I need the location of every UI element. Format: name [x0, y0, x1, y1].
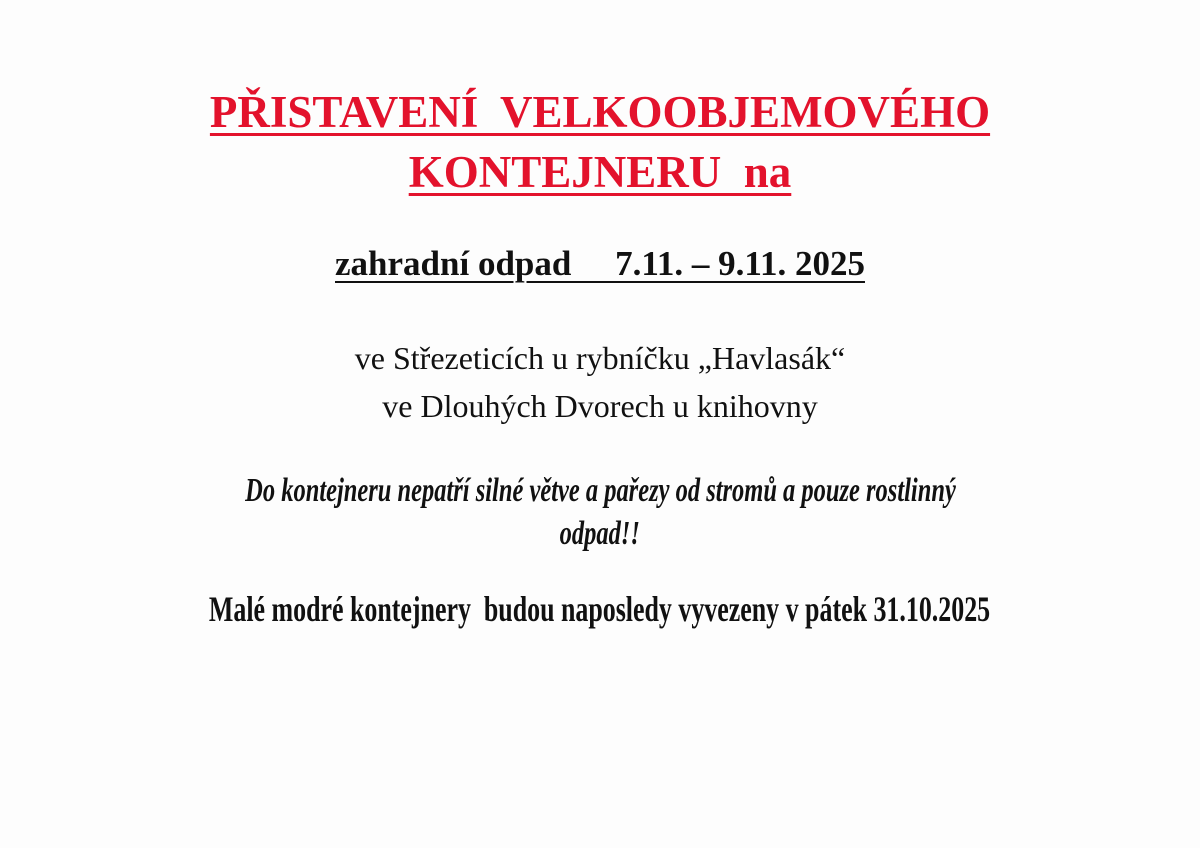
blue-container-notice: [0, 588, 1200, 630]
location-strezetice: ve Střezeticích u rybníčku „Havlasák“: [354, 340, 846, 376]
warning-text-2: odpad!!: [559, 515, 641, 552]
notice-text: Malé modré kontejnery budou naposledy vyvezeny v pátek 31.10.2025: [209, 589, 991, 629]
warning-line-1: [0, 472, 1200, 510]
title-line-1: PŘISTAVENÍ VELKOOBJEMOVÉHO: [209, 87, 991, 137]
location-dlouhe-dvory: ve Dlouhých Dvorech u knihovny: [382, 388, 818, 424]
warning-line-2: [0, 515, 1200, 553]
waste-type-and-dates: zahradní odpad 7.11. – 9.11. 2025: [335, 244, 865, 283]
title-line-2: KONTEJNERU na: [408, 147, 792, 197]
warning-text-1: Do kontejneru nepatří silné větve a pařezy od stromů a pouze rostlinný: [244, 472, 956, 509]
